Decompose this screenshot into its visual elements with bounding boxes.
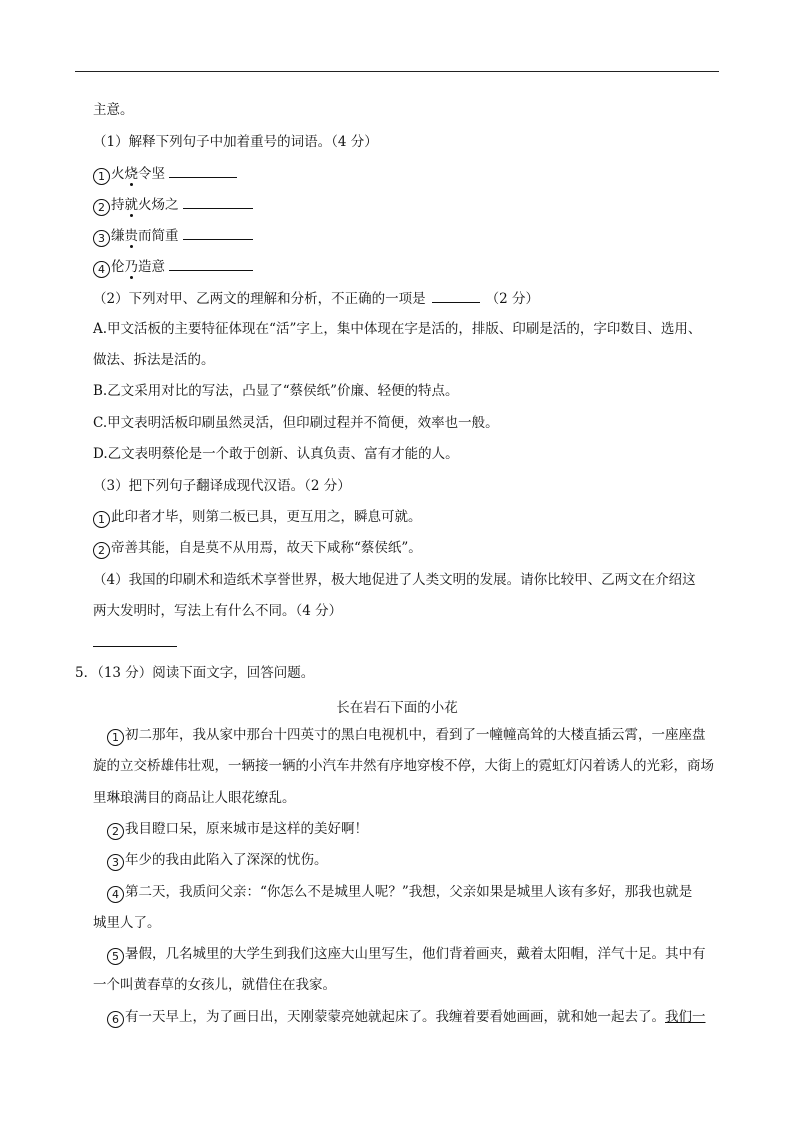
q1-item-3: 3 缣贵而简重 [93, 225, 253, 247]
answer-blank[interactable] [169, 163, 237, 178]
q3-sentence-2: 2 帝善其能，自是莫不从用焉，故天下咸称“蔡侯纸”。 [93, 539, 422, 559]
circled-number: 1 [93, 511, 110, 528]
answer-blank[interactable] [183, 225, 253, 240]
underlined-sentence: 我们一 [665, 1009, 706, 1025]
paragraph-6-line1: 6 有一天早上，为了画日出，天刚蒙蒙亮她就起床了。我缠着要看她画画，就和她一起去了。我们一 [107, 1008, 706, 1028]
q2-option-b: B.乙文采用对比的写法，凸显了“蔡侯纸”价廉、轻便的特点。 [93, 383, 459, 399]
q3-prompt: （3）把下列句子翻译成现代汉语。（2 分） [93, 478, 351, 494]
answer-blank[interactable] [93, 632, 177, 647]
q1-prompt: （1）解释下列句子中加着重号的词语。（4 分） [93, 134, 378, 150]
answer-blank[interactable] [169, 256, 253, 271]
circled-number: 2 [93, 199, 110, 216]
paragraph-1-line2: 旋的立交桥雄伟壮观，一辆接一辆的小汽车井然有序地穿梭不停，大街上的霓虹灯闪着诱人的光彩，商场 [93, 758, 714, 774]
circled-number: 1 [107, 729, 124, 746]
q3-sentence-1: 1 此印者才毕，则第二板已具，更互用之，瞬息可就。 [93, 508, 422, 528]
circled-number: 5 [107, 948, 124, 965]
q1-item-2: 2 持就火炀之 [93, 194, 253, 216]
emphasis-word: 贵 [124, 228, 138, 244]
emphasis-word: 乃 [124, 259, 138, 275]
paragraph-2: 2 我目瞪口呆，原来城市是这样的美好啊！ [107, 820, 368, 840]
circled-number: 4 [107, 886, 124, 903]
circled-number: 1 [93, 168, 110, 185]
circled-number: 4 [93, 261, 110, 278]
q2-option-d: D.乙文表明蔡伦是一个敢于创新、认真负责、富有才能的人。 [93, 446, 459, 462]
q4-answer-line[interactable] [93, 632, 177, 652]
q2-prompt: （2）下列对甲、乙两文的理解和分析，不正确的一项是 （2 分） [93, 288, 539, 308]
paragraph-5-line2: 一个叫黄春草的女孩儿，就借住在我家。 [93, 977, 336, 993]
paragraph-1-line1: 1 初二那年，我从家中那台十四英寸的黑白电视机中，看到了一幢幢高耸的大楼直插云霄，一座座盘 [107, 726, 706, 746]
emphasis-word: 烧 [124, 166, 138, 182]
q1-item-1: 1 火烧令坚 [93, 163, 237, 185]
q1-item-4: 4 伦乃造意 [93, 256, 253, 278]
emphasis-word: 就 [124, 197, 138, 213]
q4-prompt-line1: （4）我国的印刷术和造纸术享誉世界，极大地促进了人类文明的发展。请你比较甲、乙两文在介绍这 [93, 572, 696, 588]
continued-text: 主意。 [93, 102, 134, 118]
passage-title: 长在岩石下面的小花 [336, 700, 458, 716]
circled-number: 3 [93, 230, 110, 247]
answer-blank[interactable] [432, 288, 480, 303]
q2-option-c: C.甲文表明活板印刷虽然灵活，但印刷过程并不简便，效率也一般。 [93, 415, 499, 431]
paragraph-3: 3 年少的我由此陷入了深深的忧伤。 [107, 851, 328, 871]
header-rule [75, 71, 719, 72]
paragraph-4-line1: 4 第二天，我质问父亲：“你怎么不是城里人呢？”我想，父亲如果是城里人该有多好，那我也就是 [107, 883, 692, 903]
q5-header: 5．（13 分）阅读下面文字，回答问题。 [75, 665, 315, 681]
q2-option-a-line1: A.甲文活板的主要特征体现在“活”字上，集中体现在字是活的，排版、印刷是活的，字印数目、选用、 [93, 321, 702, 337]
circled-number: 2 [107, 823, 124, 840]
circled-number: 6 [107, 1011, 124, 1028]
circled-number: 3 [107, 854, 124, 871]
q2-option-a-line2: 做法、拆法是活的。 [93, 352, 215, 368]
q4-prompt-line2: 两大发明时，写法上有什么不同。（4 分） [93, 603, 343, 619]
answer-blank[interactable] [183, 194, 253, 209]
paragraph-5-line1: 5 暑假，几名城里的大学生到我们这座大山里写生，他们背着画夹，戴着太阳帽，洋气十足。其中有 [107, 945, 706, 965]
paragraph-1-line3: 里琳琅满目的商品让人眼花缭乱。 [93, 790, 296, 806]
paragraph-4-line2: 城里人了。 [93, 915, 161, 931]
circled-number: 2 [93, 542, 110, 559]
